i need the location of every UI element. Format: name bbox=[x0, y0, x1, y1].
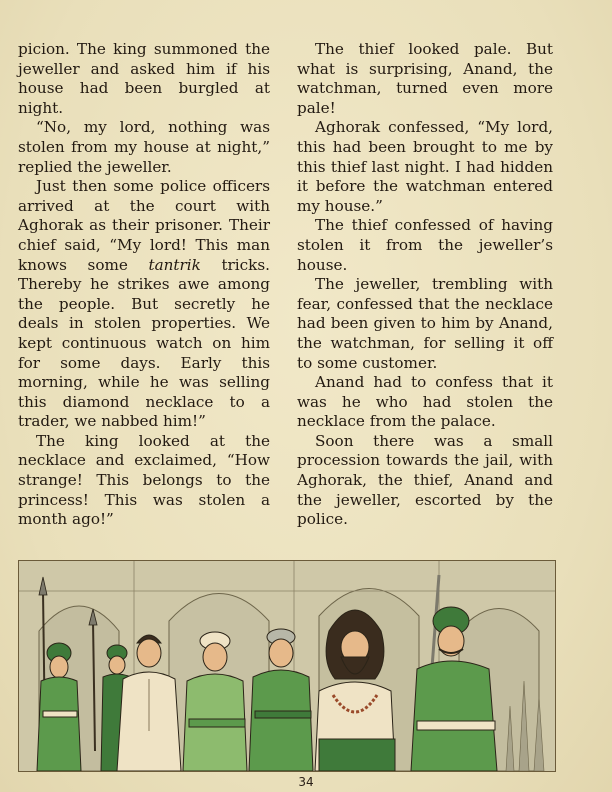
procession-illustration bbox=[18, 560, 556, 772]
paragraph: The thief confessed of having stolen it from the jeweller’s house. bbox=[297, 216, 553, 274]
paragraph: picion. The king summoned the jeweller and asked him if his house had been burgled at night. bbox=[18, 40, 270, 117]
paragraph: Aghorak confessed, “My lord, this had been brought to me by this thief last night. I had hidden it before the watchman entered my house.” bbox=[297, 118, 553, 215]
paragraph-text: Just then some police officers arrived at the court with Aghorak as their prisoner. Their chief said, “My lord! This man knows some bbox=[18, 177, 270, 274]
paragraph: The jeweller, trembling with fear, confessed that the necklace had been given to him by Anand, the watchman, for selling it off to some customer. bbox=[297, 275, 553, 372]
paragraph-text: tricks. Thereby he strikes awe among the people. But secretly he deals in stolen properties. We kept continuous watch on him for some days. Early this morning, while he was selling this diamond necklace to a trader, we nabbed him!” bbox=[18, 255, 270, 431]
paragraph bbox=[18, 177, 270, 432]
paragraph: “No, my lord, nothing was stolen from my house at night,” replied the jeweller. bbox=[18, 118, 270, 176]
right-text-column bbox=[297, 40, 553, 530]
paragraph: Anand had to confess that it was he who had stolen the necklace from the palace. bbox=[297, 373, 553, 431]
paragraph: The king looked at the necklace and exclaimed, “How strange! This belongs to the princess! This was stolen a month ago!” bbox=[18, 431, 270, 529]
paragraph: The thief looked pale. But what is surprising, Anand, the watchman, turned even more pale! bbox=[297, 40, 553, 117]
page-number: 34 bbox=[298, 775, 314, 789]
paragraph: Soon there was a small procession towards the jail, with Aghorak, the thief, Anand and the jeweller, escorted by the police. bbox=[297, 431, 553, 529]
left-text-column bbox=[18, 40, 270, 530]
italic-term: tantrik bbox=[148, 255, 201, 274]
